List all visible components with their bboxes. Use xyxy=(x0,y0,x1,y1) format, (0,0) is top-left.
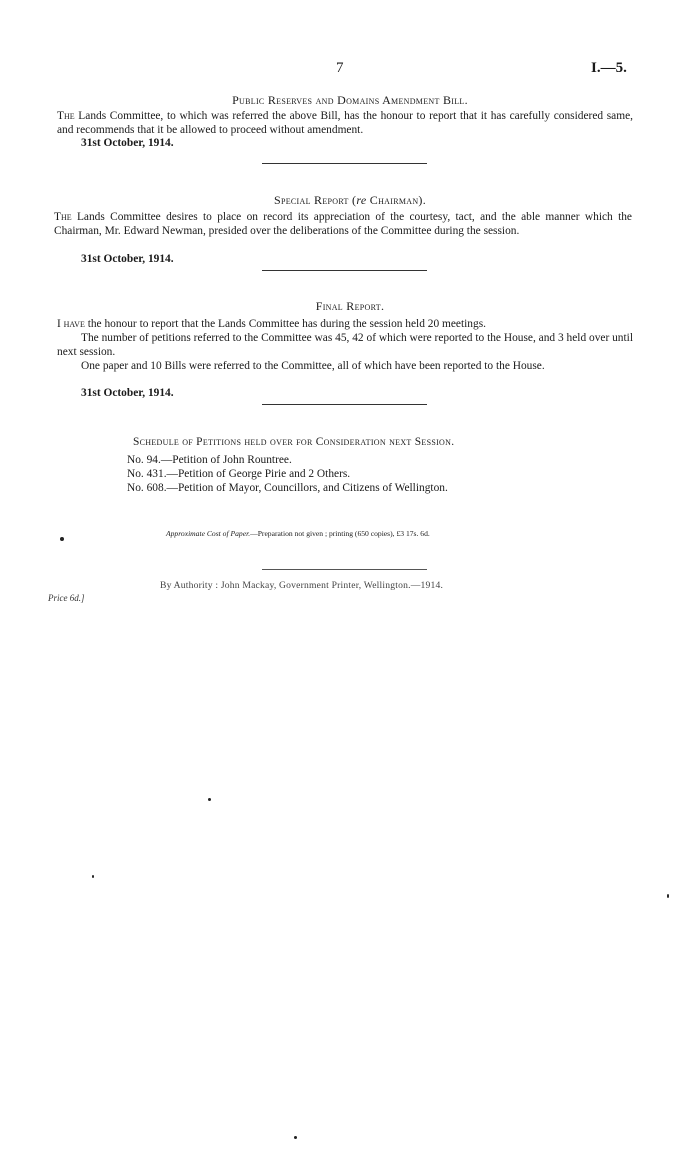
section-paragraph-special-report xyxy=(54,211,632,238)
paragraph-lead-word: I have xyxy=(57,318,85,330)
final-report-paragraph-1 xyxy=(57,318,633,332)
paragraph-body: Lands Committee, to which was referred the above Bill, has the honour to report that it has carefully considered same, and recommends that it be allowed to proceed without amendment. xyxy=(57,110,633,136)
print-speck xyxy=(667,894,669,898)
section-paragraph-amendment-bill xyxy=(57,110,633,137)
section-divider xyxy=(262,404,427,405)
section-divider xyxy=(262,270,427,271)
print-speck xyxy=(208,798,211,801)
page-number: 7 xyxy=(336,60,344,76)
section-divider xyxy=(262,163,427,164)
cost-label: Approximate Cost of Paper. xyxy=(166,529,251,538)
price-note: Price 6d.] xyxy=(48,593,85,603)
report-date: 31st October, 1914. xyxy=(81,253,174,265)
footer-divider xyxy=(262,569,427,570)
schedule-item: No. 431.—Petition of George Pirie and 2 Others. xyxy=(127,468,351,480)
cost-text: —Preparation not given ; printing (650 copies), £3 17s. 6d. xyxy=(250,529,430,538)
final-report-paragraph-2: The number of petitions referred to the Committee was 45, 42 of which were reported to the House, and 3 held over until next session. xyxy=(57,332,633,358)
report-date: 31st October, 1914. xyxy=(81,387,174,399)
final-report-paragraph-3: One paper and 10 Bills were referred to the Committee, all of which have been reported to the House. xyxy=(81,360,545,372)
paragraph-lead-word: The xyxy=(57,110,75,122)
schedule-item: No. 608.—Petition of Mayor, Councillors, and Citizens of Wellington. xyxy=(127,482,448,494)
document-reference: I.—5. xyxy=(591,60,627,76)
section-heading-special-report xyxy=(0,193,700,208)
cost-of-paper-note xyxy=(166,529,430,538)
section-heading-final-report: Final Report. xyxy=(315,299,385,313)
paragraph-body: Lands Committee desires to place on record its appreciation of the courtesy, tact, and the able manner which the Chairman, Mr. Edward Newman, presided over the deliberations of the Committee during the session. xyxy=(54,211,632,237)
schedule-title: Schedule of Petitions held over for Consideration next Session. xyxy=(133,436,455,448)
heading-italic-text: re xyxy=(356,193,367,207)
paragraph-body: the honour to report that the Lands Committee has during the session held 20 meetings. xyxy=(84,318,486,330)
heading-text: Special Report ( xyxy=(273,193,357,207)
paragraph-lead-word: The xyxy=(54,211,72,223)
printer-authority-line: By Authority : John Mackay, Government Printer, Wellington.—1914. xyxy=(160,580,444,591)
print-speck xyxy=(60,537,64,541)
print-speck xyxy=(294,1136,297,1139)
section-heading-amendment-bill: Public Reserves and Domains Amendment Bill. xyxy=(232,93,468,107)
print-speck xyxy=(92,875,94,878)
report-date: 31st October, 1914. xyxy=(81,137,174,149)
heading-text: Chairman). xyxy=(366,193,427,207)
schedule-item: No. 94.—Petition of John Rountree. xyxy=(127,454,292,466)
